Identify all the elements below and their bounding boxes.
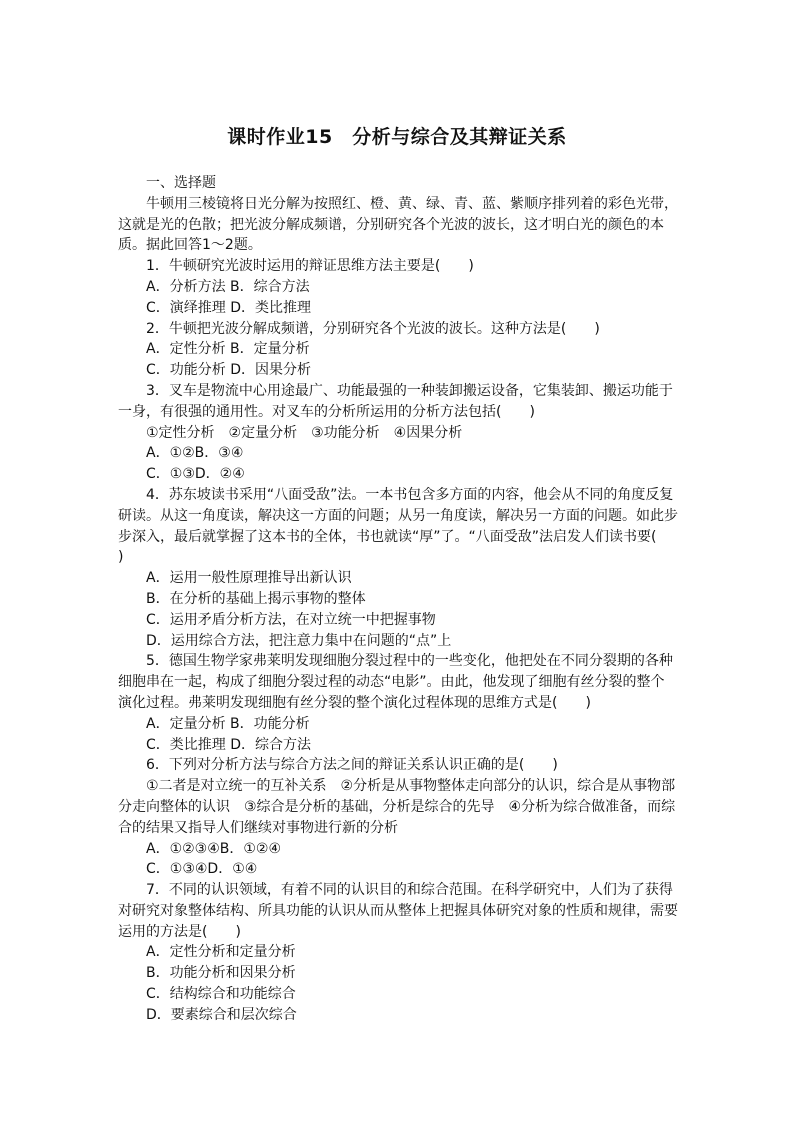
question-option-line: C．类比推理 D．综合方法: [146, 736, 312, 753]
question-stem: 6．下列对分析方法与综合方法之间的辩证关系认识正确的是( ): [146, 757, 558, 774]
question-option-line: A．定性分析 B．定量分析: [146, 341, 310, 358]
question-5: [118, 651, 678, 755]
question-option-line: B．功能分析和因果分析: [146, 965, 296, 982]
question-2: [118, 319, 678, 381]
question-option-line: A．定性分析和定量分析: [146, 944, 296, 961]
question-4: [118, 485, 685, 651]
question-option-line: A．①②③④B．①②④: [146, 840, 282, 857]
document-body: [118, 173, 685, 1026]
intro-passage: 牛顿用三棱镜将日光分解为按照红、橙、黄、绿、青、蓝、紫顺序排列着的彩色光带，这就是光的色散；把光波分解成频谱，分别研究各个光波的波长，这才明白光的颜色的本质。据此回答1～2题。: [118, 195, 678, 254]
question-choices: ①定性分析 ②定量分析 ③功能分析 ④因果分析: [146, 424, 463, 441]
question-3: [118, 381, 678, 485]
question-option-line: C．功能分析 D．因果分析: [146, 362, 312, 379]
section-heading: 一、选择题: [146, 175, 216, 191]
question-stem: 4．苏东坡读书采用“八面受敌”法。一本书包含多方面的内容，他会从不同的角度反复研读。从这一角度读，解决这一方面的问题；从另一角度读，解决另一方面的问题。如此步步深入，最后就掌握了这本书的全体，书也就读“厚”了。“八面受敌”法启发人们读书要( ): [118, 486, 685, 566]
page-title: 课时作业15 分析与综合及其辩证关系: [227, 126, 567, 148]
question-option-line: C．演绎推理 D．类比推理: [146, 299, 312, 316]
question-option-line: A．①②B．③④: [146, 445, 244, 462]
question-stem: 2．牛顿把光波分解成频谱，分别研究各个光波的波长。这种方法是( ): [146, 320, 600, 337]
question-option-line: B．在分析的基础上揭示事物的整体: [146, 590, 366, 607]
question-option-line: A．定量分析 B．功能分析: [146, 715, 310, 732]
question-option-line: D．要素综合和层次综合: [146, 1006, 297, 1023]
question-choices: ①二者是对立统一的互补关系 ②分析是从事物整体走向部分的认识，综合是从事物部分走向整体的认识 ③综合是分析的基础，分析是综合的先导 ④分析为综合做准备，而综合的结果又指导人们继续对事物进行新的分析: [118, 778, 676, 836]
question-option-line: A．运用一般性原理推导出新认识: [146, 570, 352, 587]
question-option-line: C．①③D．②④: [146, 466, 245, 483]
question-1: [118, 256, 678, 318]
question-option-line: D．运用综合方法，把注意力集中在问题的“点”上: [146, 632, 452, 649]
question-stem: 7．不同的认识领域，有着不同的认识目的和综合范围。在科学研究中，人们为了获得对研究对象整体结构、所具功能的认识从而从整体上把握具体研究对象的性质和规律，需要运用的方法是( ): [118, 882, 678, 940]
question-stem: 1．牛顿研究光波时运用的辩证思维方法主要是( ): [146, 258, 474, 275]
question-option-line: C．结构综合和功能综合: [146, 986, 296, 1003]
question-7: [118, 880, 678, 1026]
question-6: [118, 755, 678, 880]
question-option-line: C．①③④D．①④: [146, 861, 258, 878]
question-option-line: A．分析方法 B．综合方法: [146, 278, 310, 295]
question-stem: 3．叉车是物流中心用途最广、功能最强的一种装卸搬运设备，它集装卸、搬运功能于一身，有很强的通用性。对叉车的分析所运用的分析方法包括( ): [118, 382, 673, 420]
question-option-line: C．运用矛盾分析方法，在对立统一中把握事物: [146, 611, 436, 628]
question-stem: 5．德国生物学家弗莱明发现细胞分裂过程中的一些变化，他把处在不同分裂期的各种细胞串在一起，构成了细胞分裂过程的动态“电影”。由此，他发现了细胞有丝分裂的整个演化过程。弗莱明发现细胞有丝分裂的整个演化过程体现的思维方式是( ): [118, 653, 673, 711]
